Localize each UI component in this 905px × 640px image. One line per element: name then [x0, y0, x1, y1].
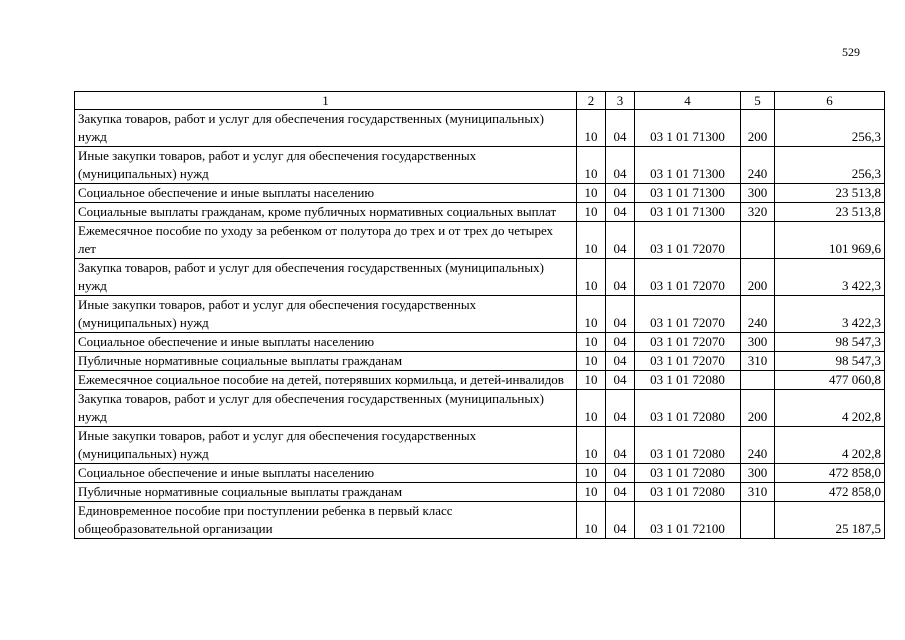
expense-type-cell: 240: [741, 147, 775, 184]
target-article-cell: 03 1 01 72070: [635, 333, 741, 352]
table-body: [75, 110, 885, 539]
amount-cell: 472 858,0: [775, 483, 885, 502]
section-cell: 10: [577, 222, 606, 259]
target-article-cell: 03 1 01 72080: [635, 371, 741, 390]
header-cell-expense-type: 5: [741, 92, 775, 110]
subsection-cell: 04: [606, 184, 635, 203]
expense-type-cell: 320: [741, 203, 775, 222]
subsection-cell: 04: [606, 483, 635, 502]
row-name-cell: Публичные нормативные социальные выплаты гражданам: [75, 483, 577, 502]
row-name-cell: Иные закупки товаров, работ и услуг для обеспечения государственных (муниципальных) нужд: [75, 427, 577, 464]
amount-cell: 23 513,8: [775, 184, 885, 203]
subsection-cell: 04: [606, 464, 635, 483]
target-article-cell: 03 1 01 72070: [635, 259, 741, 296]
subsection-cell: 04: [606, 222, 635, 259]
budget-table: [74, 91, 885, 539]
target-article-cell: 03 1 01 72080: [635, 390, 741, 427]
target-article-cell: 03 1 01 72080: [635, 483, 741, 502]
amount-cell: 472 858,0: [775, 464, 885, 483]
section-cell: 10: [577, 333, 606, 352]
target-article-cell: 03 1 01 71300: [635, 184, 741, 203]
table-row: [75, 483, 885, 502]
expense-type-cell: 200: [741, 259, 775, 296]
subsection-cell: 04: [606, 427, 635, 464]
expense-type-cell: 300: [741, 464, 775, 483]
section-cell: 10: [577, 110, 606, 147]
section-cell: 10: [577, 371, 606, 390]
row-name-cell: Иные закупки товаров, работ и услуг для обеспечения государственных (муниципальных) нужд: [75, 296, 577, 333]
expense-type-cell: 310: [741, 483, 775, 502]
table-row: [75, 222, 885, 259]
table-row: [75, 147, 885, 184]
table-row: [75, 110, 885, 147]
amount-cell: 3 422,3: [775, 259, 885, 296]
table-row: [75, 296, 885, 333]
target-article-cell: 03 1 01 71300: [635, 147, 741, 184]
row-name-cell: Ежемесячное пособие по уходу за ребенком от полутора до трех и от трех до четырех лет: [75, 222, 577, 259]
target-article-cell: 03 1 01 72070: [635, 222, 741, 259]
subsection-cell: 04: [606, 352, 635, 371]
amount-cell: 4 202,8: [775, 390, 885, 427]
table-row: [75, 333, 885, 352]
table-row: [75, 203, 885, 222]
header-cell-subsection: 3: [606, 92, 635, 110]
section-cell: 10: [577, 203, 606, 222]
table-row: [75, 427, 885, 464]
expense-type-cell: 200: [741, 110, 775, 147]
row-name-cell: Публичные нормативные социальные выплаты гражданам: [75, 352, 577, 371]
amount-cell: 23 513,8: [775, 203, 885, 222]
target-article-cell: 03 1 01 72080: [635, 427, 741, 464]
section-cell: 10: [577, 427, 606, 464]
row-name-cell: Закупка товаров, работ и услуг для обеспечения государственных (муниципальных) нужд: [75, 259, 577, 296]
table-row: [75, 502, 885, 539]
expense-type-cell: 200: [741, 390, 775, 427]
expense-type-cell: 240: [741, 296, 775, 333]
section-cell: 10: [577, 352, 606, 371]
section-cell: 10: [577, 296, 606, 333]
amount-cell: 477 060,8: [775, 371, 885, 390]
expense-type-cell: 300: [741, 333, 775, 352]
table-row: [75, 464, 885, 483]
subsection-cell: 04: [606, 371, 635, 390]
amount-cell: 98 547,3: [775, 333, 885, 352]
row-name-cell: Социальные выплаты гражданам, кроме публичных нормативных социальных выплат: [75, 203, 577, 222]
expense-type-cell: 240: [741, 427, 775, 464]
row-name-cell: Социальное обеспечение и иные выплаты населению: [75, 184, 577, 203]
row-name-cell: Ежемесячное социальное пособие на детей, потерявших кормильца, и детей-инвалидов: [75, 371, 577, 390]
subsection-cell: 04: [606, 333, 635, 352]
table-row: [75, 259, 885, 296]
header-cell-amount: 6: [775, 92, 885, 110]
target-article-cell: 03 1 01 71300: [635, 203, 741, 222]
row-name-cell: Социальное обеспечение и иные выплаты населению: [75, 464, 577, 483]
table-row: [75, 390, 885, 427]
subsection-cell: 04: [606, 296, 635, 333]
amount-cell: 256,3: [775, 110, 885, 147]
subsection-cell: 04: [606, 110, 635, 147]
expense-type-cell: [741, 222, 775, 259]
header-cell-name: 1: [75, 92, 577, 110]
target-article-cell: 03 1 01 72070: [635, 296, 741, 333]
section-cell: 10: [577, 483, 606, 502]
subsection-cell: 04: [606, 147, 635, 184]
subsection-cell: 04: [606, 390, 635, 427]
row-name-cell: Закупка товаров, работ и услуг для обеспечения государственных (муниципальных) нужд: [75, 110, 577, 147]
amount-cell: 101 969,6: [775, 222, 885, 259]
expense-type-cell: [741, 502, 775, 539]
section-cell: 10: [577, 184, 606, 203]
expense-type-cell: 300: [741, 184, 775, 203]
target-article-cell: 03 1 01 71300: [635, 110, 741, 147]
table-header-row: [75, 92, 885, 110]
target-article-cell: 03 1 01 72080: [635, 464, 741, 483]
row-name-cell: Единовременное пособие при поступлении ребенка в первый класс общеобразовательной организации: [75, 502, 577, 539]
table-row: [75, 184, 885, 203]
amount-cell: 98 547,3: [775, 352, 885, 371]
table-row: [75, 352, 885, 371]
target-article-cell: 03 1 01 72070: [635, 352, 741, 371]
subsection-cell: 04: [606, 259, 635, 296]
amount-cell: 256,3: [775, 147, 885, 184]
subsection-cell: 04: [606, 502, 635, 539]
section-cell: 10: [577, 390, 606, 427]
target-article-cell: 03 1 01 72100: [635, 502, 741, 539]
subsection-cell: 04: [606, 203, 635, 222]
amount-cell: 25 187,5: [775, 502, 885, 539]
header-cell-target-article: 4: [635, 92, 741, 110]
section-cell: 10: [577, 464, 606, 483]
table-row: [75, 371, 885, 390]
amount-cell: 4 202,8: [775, 427, 885, 464]
row-name-cell: Социальное обеспечение и иные выплаты населению: [75, 333, 577, 352]
section-cell: 10: [577, 147, 606, 184]
amount-cell: 3 422,3: [775, 296, 885, 333]
row-name-cell: Иные закупки товаров, работ и услуг для обеспечения государственных (муниципальных) нужд: [75, 147, 577, 184]
row-name-cell: Закупка товаров, работ и услуг для обеспечения государственных (муниципальных) нужд: [75, 390, 577, 427]
expense-type-cell: [741, 371, 775, 390]
page-number: 529: [842, 45, 860, 59]
section-cell: 10: [577, 259, 606, 296]
expense-type-cell: 310: [741, 352, 775, 371]
section-cell: 10: [577, 502, 606, 539]
header-cell-section: 2: [577, 92, 606, 110]
